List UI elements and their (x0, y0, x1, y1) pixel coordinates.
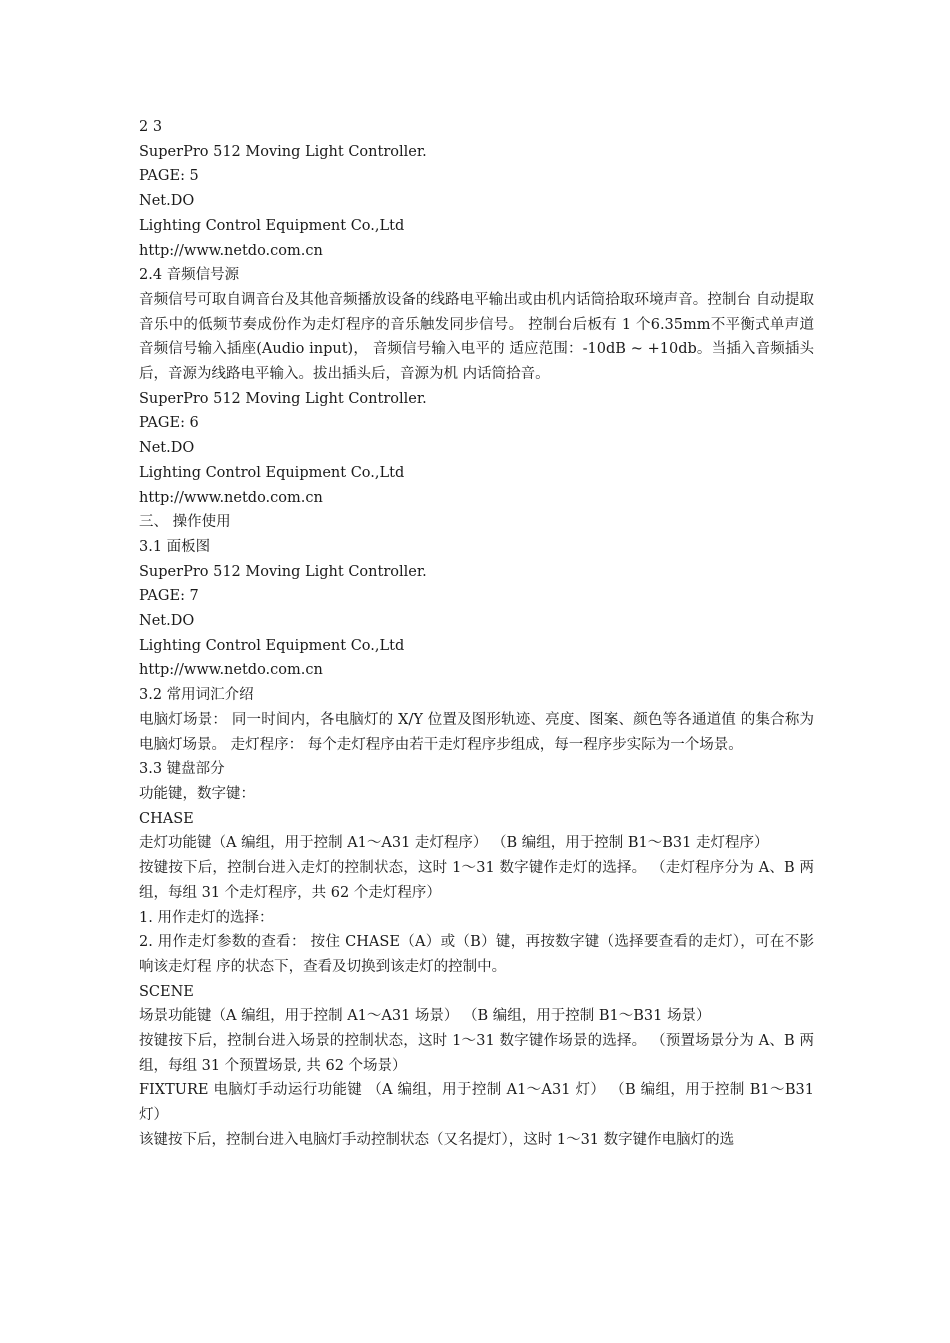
paragraph-fixture-description: 该键按下后，控制台进入电脑灯手动控制状态（又名提灯），这时 1～31 数字键作电脑灯的选 (139, 1131, 735, 1148)
section-heading-3-2: 3.2 常用词汇介绍 (139, 687, 254, 704)
paragraph-vocabulary: 电脑灯场景： 同一时间内，各电脑灯的 X/Y 位置及图形轨迹、亮度、图案、颜色等各通道值 的集合称为电脑灯场景。 走灯程序： 每个走灯程序由若干走灯程序步组成，每一程序步实际为一个场景。 (139, 711, 814, 753)
running-header-company: Lighting Control Equipment Co.,Ltd (139, 217, 405, 234)
running-header-url: http://www.netdo.com.cn (139, 662, 323, 679)
paragraph-scene-key: 场景功能键（A 编组，用于控制 A1～A31 场景） （B 编组，用于控制 B1～B31 场景） (139, 1008, 711, 1025)
running-header-company: Lighting Control Equipment Co.,Ltd (139, 464, 405, 481)
section-heading-3-1: 3.1 面板图 (139, 538, 211, 555)
running-header-page: PAGE: 7 (139, 588, 199, 605)
running-header-brand: Net.DO (139, 440, 195, 457)
running-header-title: SuperPro 512 Moving Light Controller. (139, 390, 427, 407)
running-header-url: http://www.netdo.com.cn (139, 242, 323, 259)
chapter-heading-3: 三、 操作使用 (139, 514, 231, 531)
key-name-chase: CHASE (139, 810, 194, 827)
paragraph-chase-key: 走灯功能键（A 编组，用于控制 A1～A31 走灯程序） （B 编组，用于控制 B1～B31 走灯程序） (139, 835, 769, 852)
running-header-brand: Net.DO (139, 193, 195, 210)
paragraph-audio-source: 音频信号可取自调音台及其他音频播放设备的线路电平输出或由机内话筒拾取环境声音。控制台 自动提取音乐中的低频节奏成份作为走灯程序的音乐触发同步信号。 控制台后板有 1 个6.35mm不平衡式单声道音频信号输入插座(Audio input)， 音频信号输入电平的 适应范围：-10dB ~ +10db。当插入音频插头后，音源为线路电平输入。拔出插头后，音源为机 内话筒拾音。 (139, 291, 814, 383)
document-page (139, 115, 814, 1153)
subheading-function-keys: 功能键，数字键： (139, 785, 255, 802)
page-range: 2 3 (139, 119, 163, 135)
running-header-company: Lighting Control Equipment Co.,Ltd (139, 637, 405, 654)
list-item-1: 1. 用作走灯的选择： (139, 909, 274, 926)
paragraph-scene-description: 按键按下后，控制台进入场景的控制状态，这时 1～31 数字键作场景的选择。 （预置场景分为 A、B 两组，每组 31 个预置场景, 共 62 个场景） (139, 1033, 814, 1074)
key-name-scene: SCENE (139, 983, 194, 1000)
section-heading-2-4: 2.4 音频信号源 (139, 267, 240, 284)
paragraph-fixture-key: FIXTURE 电脑灯手动运行功能键 （A 编组，用于控制 A1～A31 灯） （B 编组，用于控制 B1～B31 灯） (139, 1082, 814, 1124)
running-header-title: SuperPro 512 Moving Light Controller. (139, 563, 427, 580)
running-header-page: PAGE: 5 (139, 168, 199, 185)
paragraph-chase-description: 按键按下后，控制台进入走灯的控制状态，这时 1～31 数字键作走灯的选择。 （走灯程序分为 A、B 两组，每组 31 个走灯程序，共 62 个走灯程序） (139, 860, 814, 901)
running-header-brand: Net.DO (139, 613, 195, 630)
list-item-2: 2. 用作走灯参数的查看： 按住 CHASE（A）或（B）键，再按数字键（选择要查看的走灯），可在不影响该走灯程 序的状态下，查看及切换到该走灯的控制中。 (139, 934, 814, 975)
running-header-url: http://www.netdo.com.cn (139, 489, 323, 506)
running-header-title: SuperPro 512 Moving Light Controller. (139, 143, 427, 160)
running-header-page: PAGE: 6 (139, 415, 199, 432)
section-heading-3-3: 3.3 键盘部分 (139, 761, 225, 778)
